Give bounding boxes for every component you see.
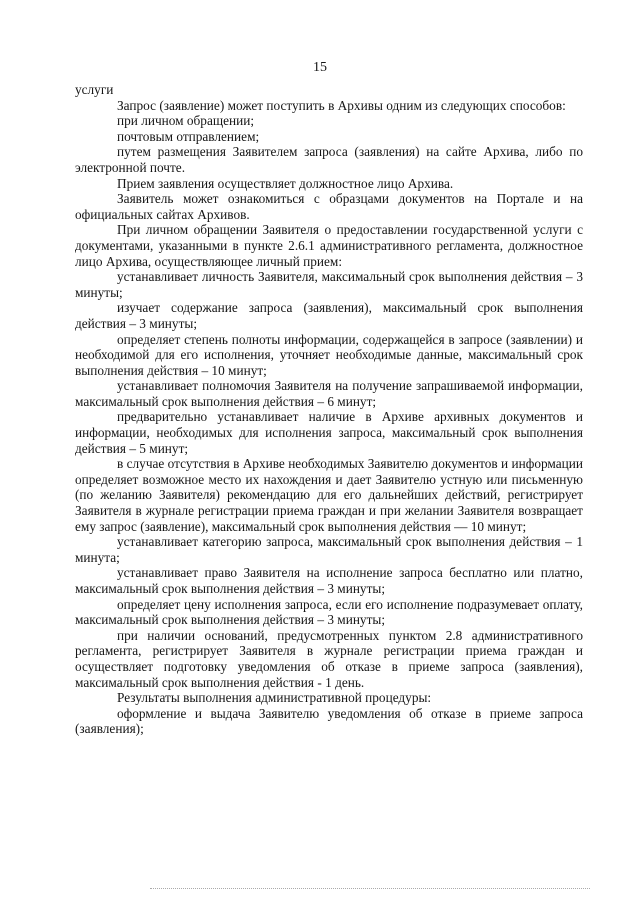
paragraph: определяет цену исполнения запроса, если его исполнение подразумевает оплату, максимальный срок выполнения действия – 3 минуты; [75, 596, 583, 628]
paragraph: Прием заявления осуществляет должностное лицо Архива. [117, 175, 454, 191]
paragraph: при личном обращении; [117, 113, 255, 129]
paragraph: предварительно устанавливает наличие в Архиве архивных документов и информации, необходимых для исполнения запроса, максимальный срок выполнения действия – 5 минут; [75, 409, 583, 456]
paragraph: услуги [75, 82, 114, 97]
paragraph: оформление и выдача Заявителю уведомления об отказе в приеме запроса (заявления); [75, 705, 583, 737]
paragraph: При личном обращении Заявителя о предоставлении государственной услуги с документами, указанными в пункте 2.6.1 административного регламента, должностное лицо Архива, осуществляющее личный прием: [75, 222, 583, 269]
scan-footer-rule [150, 888, 590, 889]
paragraph: почтовым отправлением; [117, 128, 260, 144]
page-number: 15 [313, 60, 327, 75]
paragraph: устанавливает право Заявителя на исполнение запроса бесплатно или платно, максимальный срок выполнения действия – 3 минуты; [75, 565, 583, 596]
paragraph: изучает содержание запроса (заявления), максимальный срок выполнения действия – 3 минуты; [75, 300, 583, 331]
paragraph: устанавливает категорию запроса, максимальный срок выполнения действия – 1 минута; [75, 534, 583, 565]
paragraph: устанавливает полномочия Заявителя на получение запрашиваемой информации, максимальный срок выполнения действия – 6 минут; [75, 378, 583, 409]
paragraph: Результаты выполнения административной процедуры: [117, 690, 432, 706]
paragraph: Запрос (заявление) может поступить в Архивы одним из следующих способов: [117, 97, 566, 113]
paragraph: при наличии оснований, предусмотренных пунктом 2.8 административного регламента, регистрирует Заявителя в журнале регистрации приема граждан и осуществляет подготовку уведомления об отказе в приеме запроса (заявления), максимальный срок выполнения действия - 1 день. [75, 627, 583, 690]
paragraph: путем размещения Заявителем запроса (заявления) на сайте Архива, либо по электронной почте. [75, 144, 583, 175]
paragraph: определяет степень полноты информации, содержащейся в запросе (заявлении) и необходимой для его исполнения, уточняет необходимые данные, максимальный срок выполнения действия – 10 минут; [75, 331, 583, 378]
paragraph: устанавливает личность Заявителя, максимальный срок выполнения действия – 3 минуты; [75, 269, 583, 300]
document-body [75, 82, 583, 737]
paragraph: в случае отсутствия в Архиве необходимых Заявителю документов и информации определяет возможное место их нахождения и дает Заявителю устную или письменную (по желанию Заявителя) рекомендацию для его дальнейших действий, регистрирует Заявителя в журнале регистрации приема граждан и при желании Заявителя возвращает ему запрос (заявление), максимальный срок выполнения действия — 10 минут; [75, 456, 583, 534]
paragraph: Заявитель может ознакомиться с образцами документов на Портале и на официальных сайтах Архивов. [75, 191, 583, 222]
